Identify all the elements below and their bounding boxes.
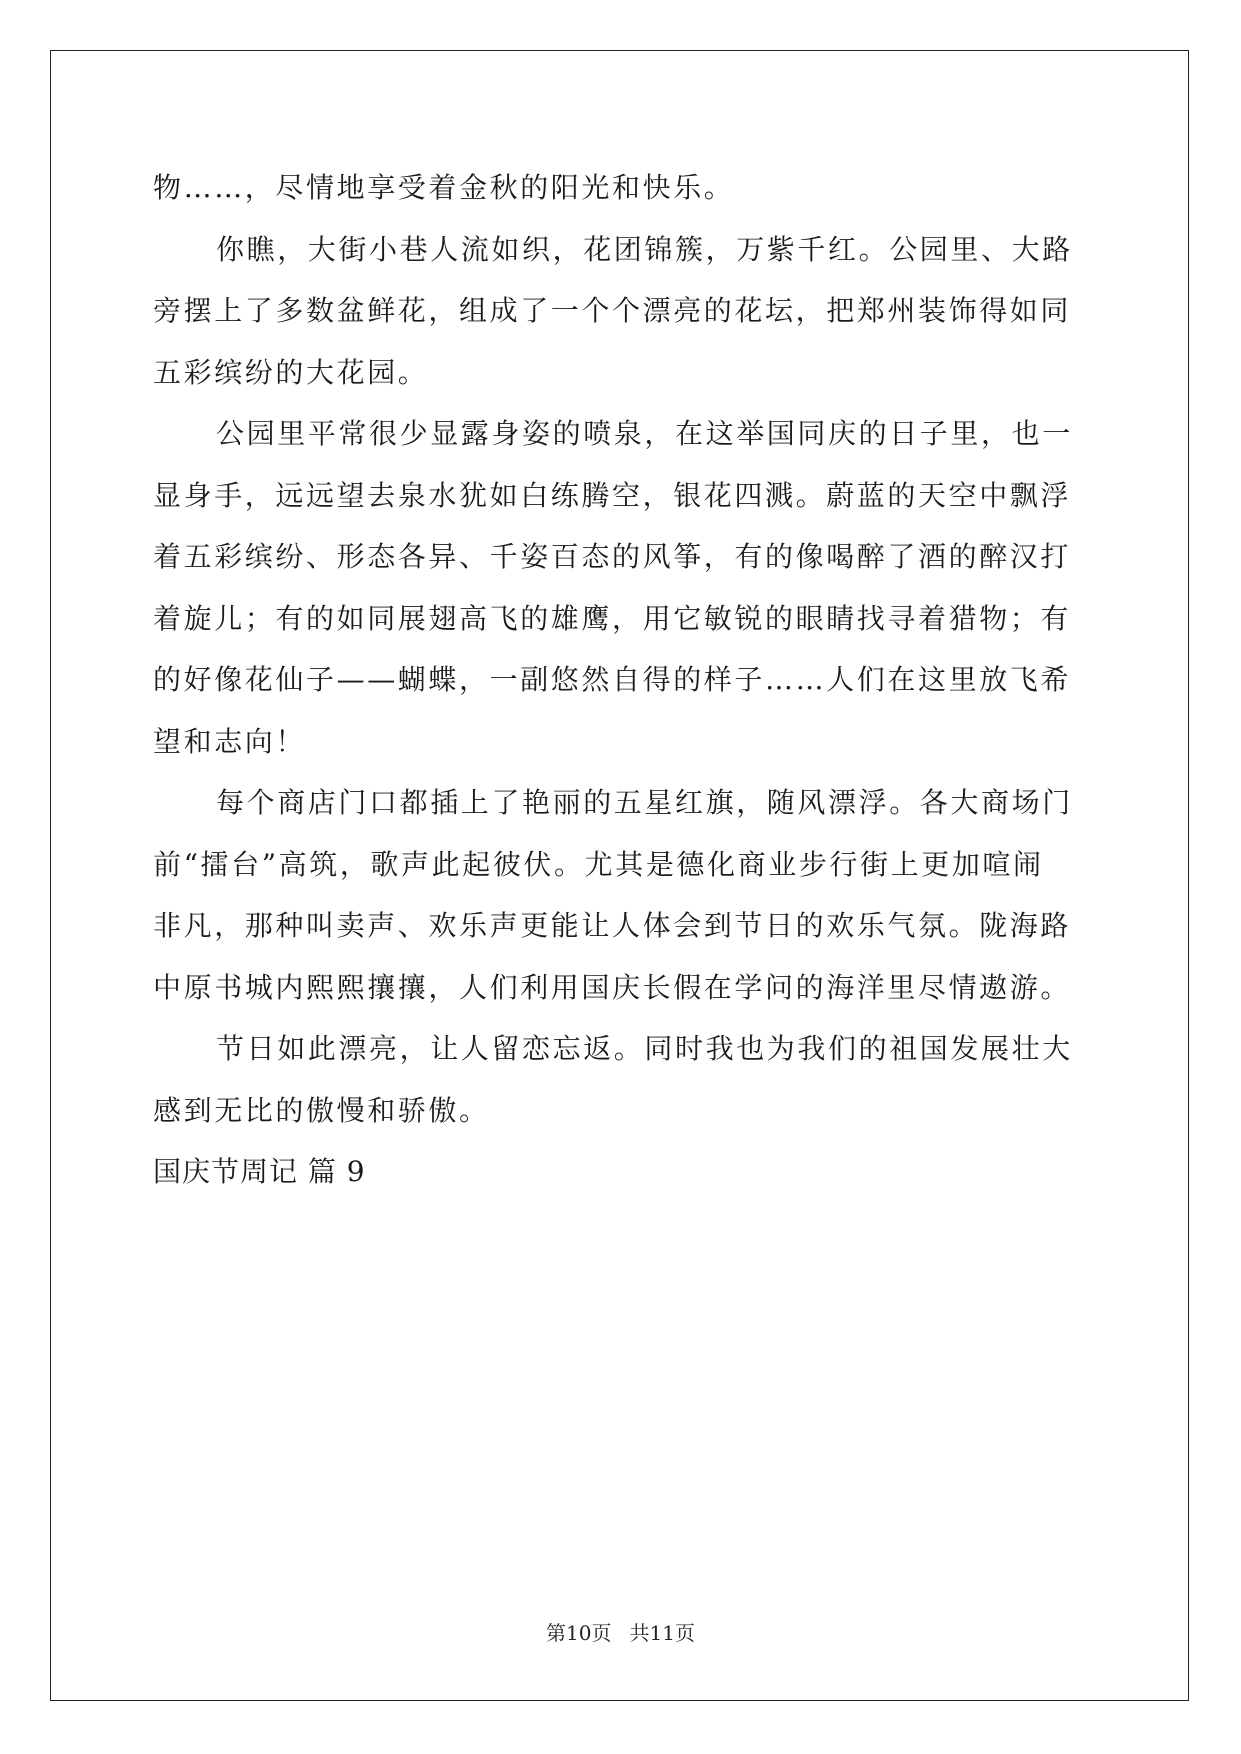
page-number: 第10页 bbox=[546, 1621, 612, 1645]
text-line: 感到无比的傲慢和骄傲。 bbox=[153, 1093, 490, 1127]
text-line: 每个商店门口都插上了艳丽的五星红旗，随风漂浮。各大商场门 bbox=[216, 786, 1073, 819]
document-body bbox=[153, 157, 1093, 1203]
text-line: 公园里平常很少显露身姿的喷泉，在这举国同庆的日子里，也一 bbox=[216, 417, 1073, 450]
text-line: 着旋儿；有的如同展翅高飞的雄鹰，用它敏锐的眼睛找寻着猎物；有 bbox=[153, 601, 1072, 635]
text-line: 望和志向！ bbox=[153, 724, 307, 758]
text-line: 旁摆上了多数盆鲜花，组成了一个个漂亮的花坛，把郑州装饰得如同 bbox=[153, 294, 1072, 327]
page-footer bbox=[0, 1617, 1241, 1646]
text-line: 显身手，远远望去泉水犹如白练腾空，银花四溅。蔚蓝的天空中飘浮 bbox=[153, 478, 1072, 512]
section-heading: 国庆节周记 篇 9 bbox=[153, 1155, 366, 1188]
page-total: 共11页 bbox=[629, 1621, 695, 1645]
text-line: 非凡，那种叫卖声、欢乐声更能让人体会到节日的欢乐气氛。陇海路 bbox=[153, 909, 1072, 942]
text-line: 的好像花仙子——蝴蝶，一副悠然自得的样子……人们在这里放飞希 bbox=[153, 663, 1072, 696]
text-line: 物……，尽情地享受着金秋的阳光和快乐。 bbox=[153, 171, 735, 204]
text-line: 五彩缤纷的大花园。 bbox=[153, 355, 429, 389]
text-line: 中原书城内熙熙攘攘，人们利用国庆长假在学问的海洋里尽情遨游。 bbox=[153, 970, 1072, 1004]
text-line: 着五彩缤纷、形态各异、千姿百态的风筝，有的像喝醉了酒的醉汉打 bbox=[153, 540, 1072, 573]
text-line: 节日如此漂亮，让人留恋忘返。同时我也为我们的祖国发展壮大 bbox=[216, 1032, 1073, 1065]
text-line: 你瞧，大街小巷人流如织，花团锦簇，万紫千红。公园里、大路 bbox=[216, 232, 1073, 266]
text-line: 前“擂台”高筑，歌声此起彼伏。尤其是德化商业步行街上更加喧闹 bbox=[153, 847, 1044, 881]
